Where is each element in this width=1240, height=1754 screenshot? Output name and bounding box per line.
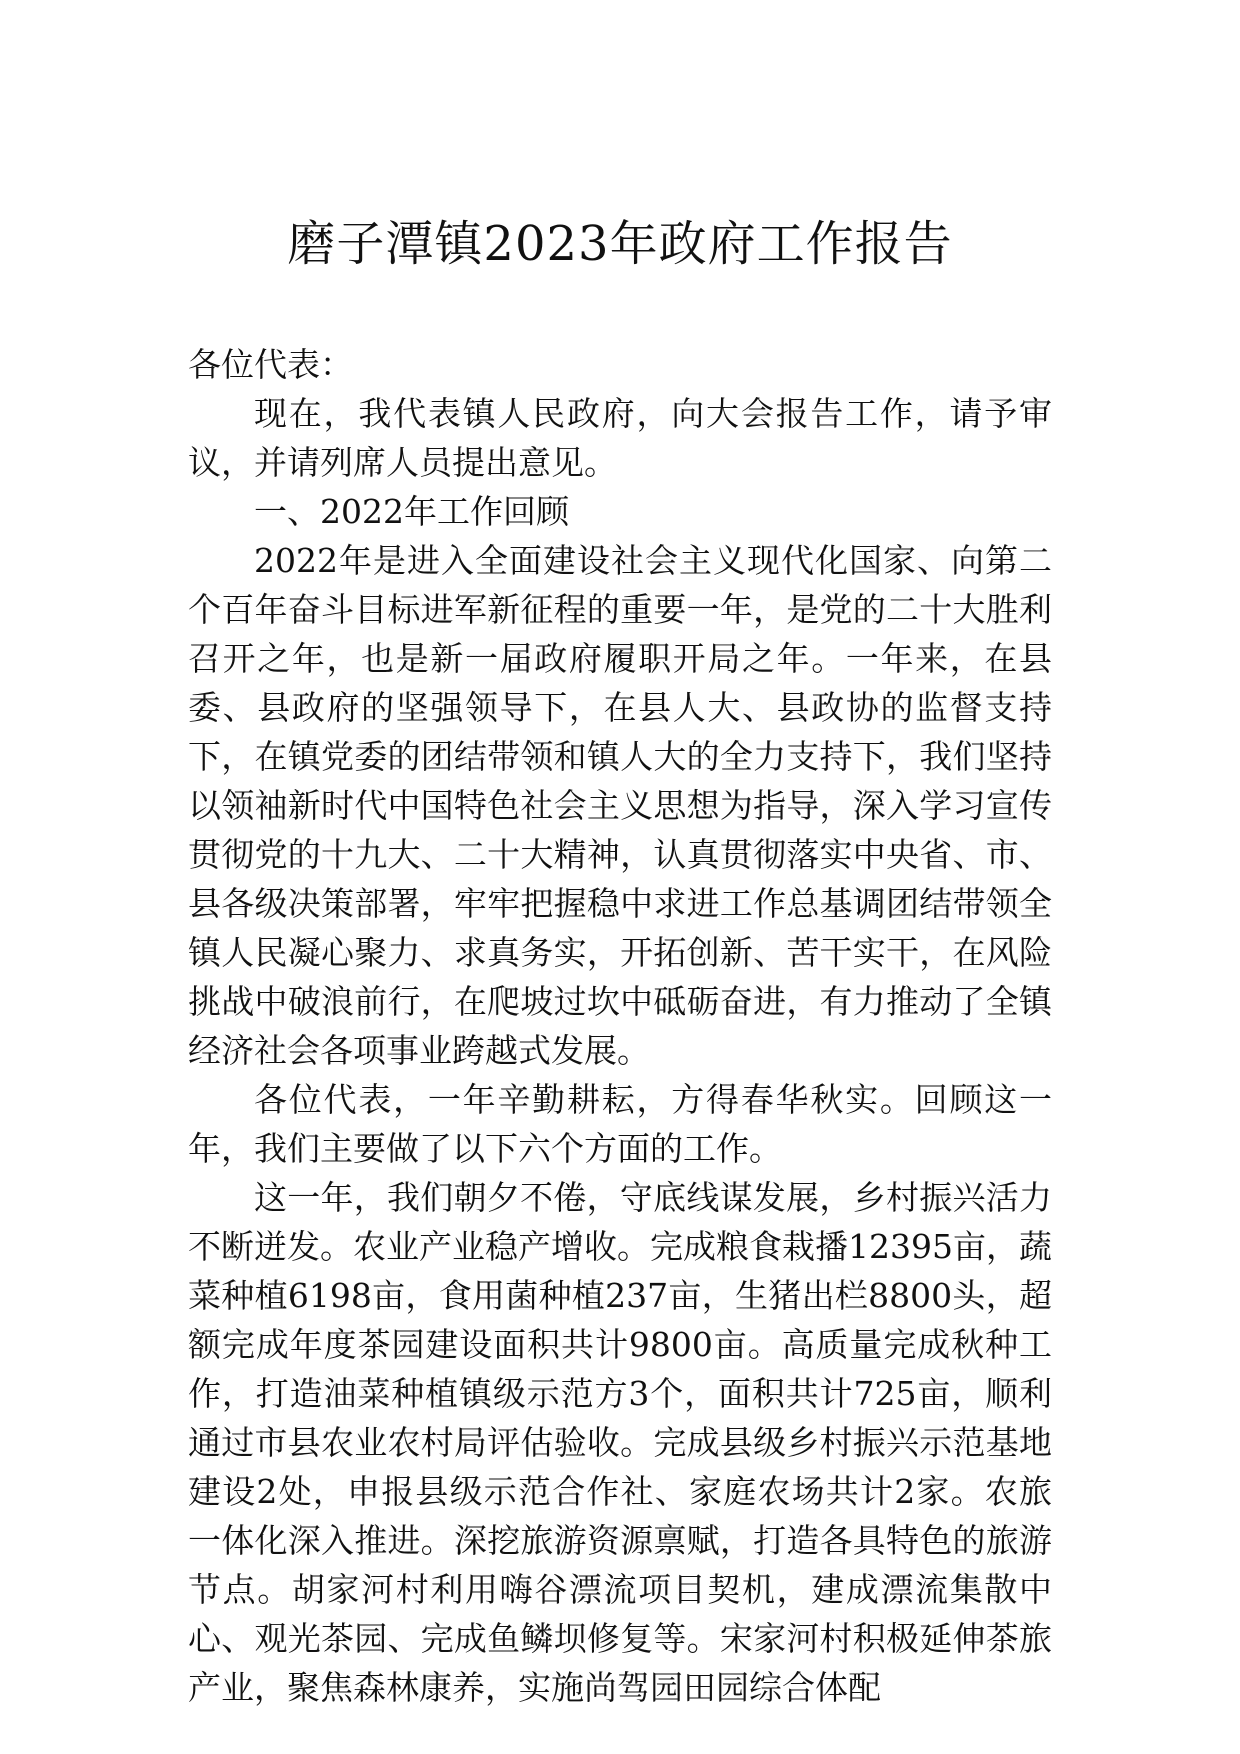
salutation: 各位代表： [188, 345, 353, 384]
paragraph: 各位代表，一年辛勤耕耘，方得春华秋实。回顾这一年，我们主要做了以下六个方面的工作。 [188, 1080, 1052, 1168]
paragraph: 2022年是进入全面建设社会主义现代化国家、向第二个百年奋斗目标进军新征程的重要一年，是党的二十大胜利召开之年，也是新一届政府履职开局之年。一年来，在县委、县政府的坚强领导下，在县人大、县政协的监督支持下，在镇党委的团结带领和镇人大的全力支持下，我们坚持以领袖新时代中国特色社会主义思想为指导，深入学习宣传贯彻党的十九大、二十大精神，认真贯彻落实中央省、市、县各级决策部署，牢牢把握稳中求进工作总基调团结带领全镇人民凝心聚力、求真务实，开拓创新、苦干实干，在风险挑战中破浪前行，在爬坡过坎中砥砺奋进，有力推动了全镇经济社会各项事业跨越式发展。 [188, 541, 1052, 1070]
section-heading: 一、2022年工作回顾 [254, 492, 569, 531]
document-title: 磨子潭镇2023年政府工作报告 [287, 216, 953, 272]
document-body [188, 340, 1052, 1712]
paragraph: 现在，我代表镇人民政府，向大会报告工作，请予审议，并请列席人员提出意见。 [188, 394, 1052, 482]
paragraph: 这一年，我们朝夕不倦，守底线谋发展，乡村振兴活力不断迸发。农业产业稳产增收。完成粮食栽播12395亩，蔬菜种植6198亩，食用菌种植237亩，生猪出栏8800头，超额完成年度茶园建设面积共计9800亩。高质量完成秋种工作，打造油菜种植镇级示范方3个，面积共计725亩，顺利通过市县农业农村局评估验收。完成县级乡村振兴示范基地建设2处，申报县级示范合作社、家庭农场共计2家。农旅一体化深入推进。深挖旅游资源禀赋，打造各具特色的旅游节点。胡家河村利用嗨谷漂流项目契机，建成漂流集散中心、观光茶园、完成鱼鳞坝修复等。宋家河村积极延伸茶旅产业，聚焦森林康养，实施尚驾园田园综合体配 [188, 1178, 1052, 1707]
